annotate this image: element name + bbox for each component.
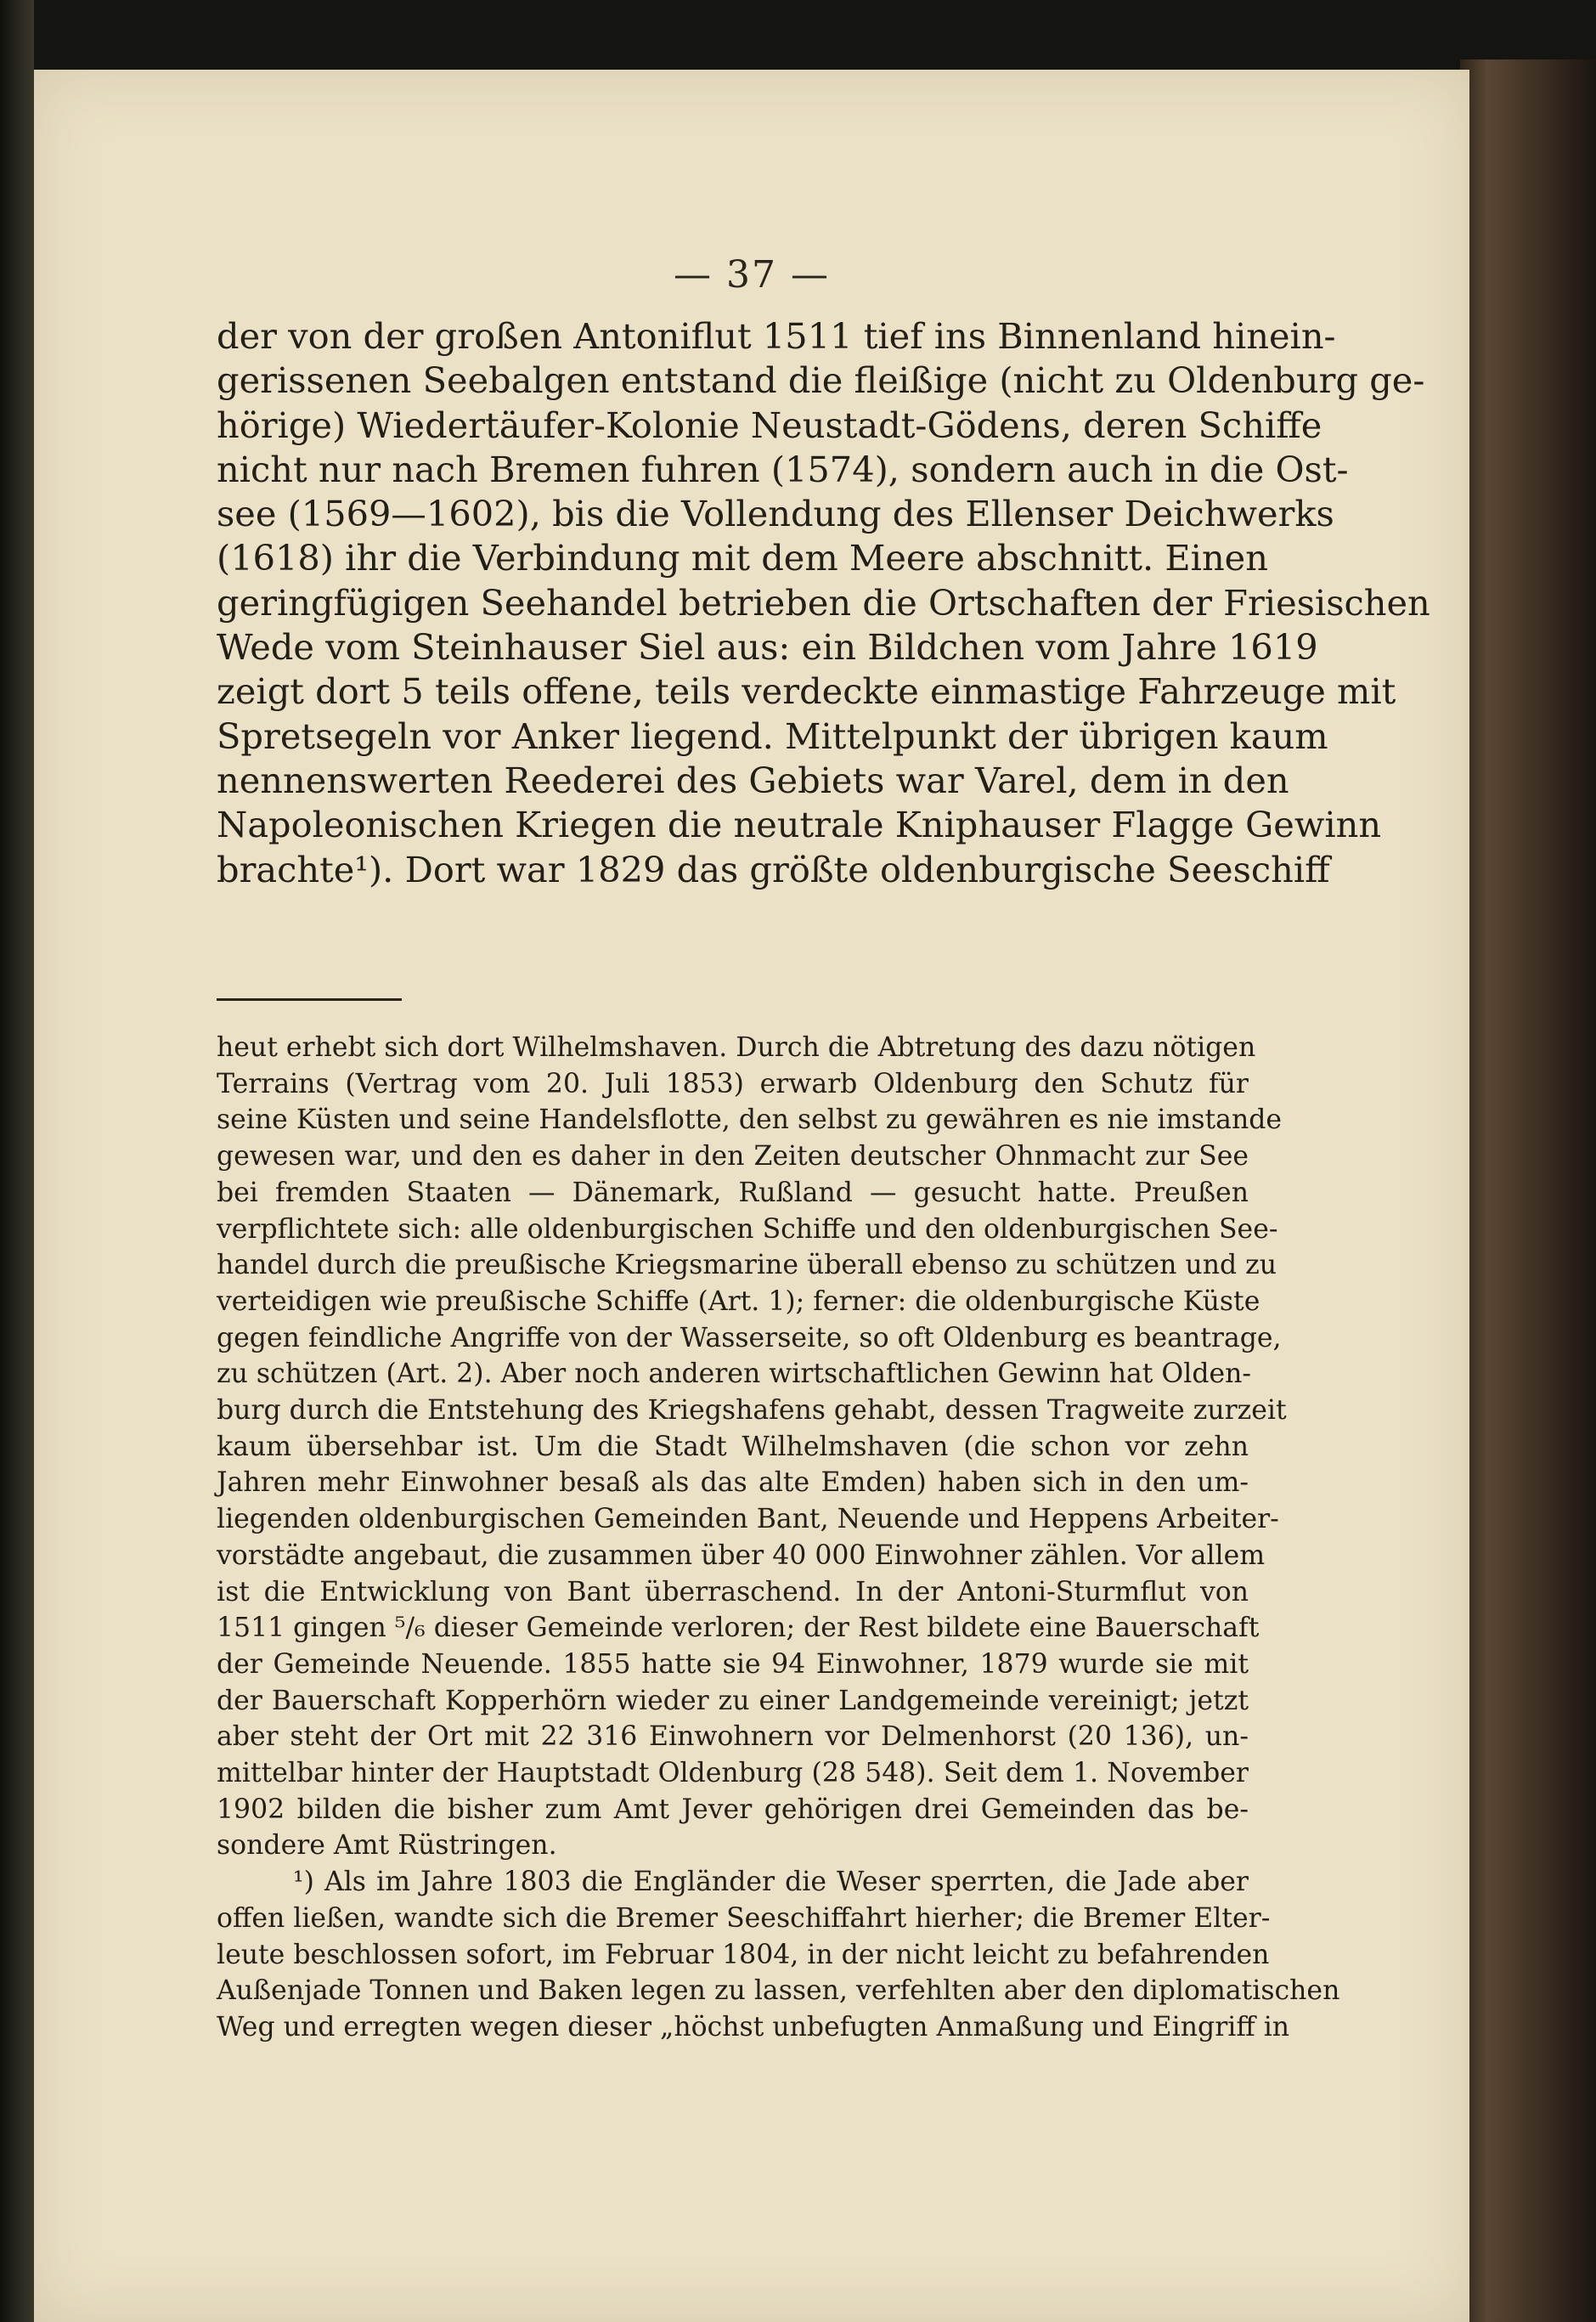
main-text-line: hörige) Wiedertäufer-Kolonie Neustadt-Gödens, deren Schiffe xyxy=(217,404,1322,446)
main-text xyxy=(217,314,1430,892)
footnote-line: der Bauerschaft Kopperhörn wieder zu einer Landgemeinde vereinigt; jetzt xyxy=(217,1685,1249,1716)
footnote-line: ist die Entwicklung von Bant überraschend. In der Antoni-Sturmflut von xyxy=(217,1576,1249,1607)
footnote-line: aber steht der Ort mit 22 316 Einwohnern vor Delmenhorst (20 136), un- xyxy=(217,1721,1249,1753)
footnote-line: zu schützen (Art. 2). Aber noch anderen wirtschaftlichen Gewinn hat Olden- xyxy=(217,1359,1252,1390)
footnote-line: vorstädte angebaut, die zusammen über 40 000 Einwohner zählen. Vor allem xyxy=(217,1540,1266,1571)
footnote-line: verteidigen wie preußische Schiffe (Art. 1); ferner: die oldenburgische Küste xyxy=(217,1285,1260,1317)
footnote-line: mittelbar hinter der Hauptstadt Oldenburg (28 548). Seit dem 1. November xyxy=(217,1758,1249,1789)
main-text-line: gerissenen Seebalgen entstand die fleißige (nicht zu Oldenburg ge- xyxy=(217,359,1425,402)
footnote-line: sondere Amt Rüstringen. xyxy=(217,1830,557,1862)
scan-top-edge xyxy=(34,0,1596,70)
page-number: — 37 — xyxy=(674,253,830,297)
footnote-line: gegen feindliche Angriffe von der Wasserseite, so oft Oldenburg es beantrage, xyxy=(217,1322,1282,1353)
main-text-line: see (1569—1602), bis die Vollendung des Ellenser Deichwerks xyxy=(217,493,1334,535)
footnote-line: gewesen war, und den es daher in den Zeiten deutscher Ohnmacht zur See xyxy=(217,1141,1249,1172)
footnote-line: Terrains (Vertrag vom 20. Juli 1853) erwarb Oldenburg den Schutz für xyxy=(217,1068,1249,1099)
footnote-line: liegenden oldenburgischen Gemeinden Bant, Neuende und Heppens Arbeiter- xyxy=(217,1504,1279,1535)
main-text-line: der von der großen Antoniflut 1511 tief ins Binnenland hinein- xyxy=(217,315,1336,357)
main-text-line: Napoleonischen Kriegen die neutrale Kniphauser Flagge Gewinn xyxy=(217,804,1382,846)
footnote-line: burg durch die Entstehung des Kriegshafens gehabt, dessen Tragweite zurzeit xyxy=(217,1395,1287,1427)
main-text-line: nicht nur nach Bremen fuhren (1574), sondern auch in die Ost- xyxy=(217,448,1349,490)
main-text-line: Spretsegeln vor Anker liegend. Mittelpunkt der übrigen kaum xyxy=(217,715,1328,757)
footnote-line: heut erhebt sich dort Wilhelmshaven. Durch die Abtretung des dazu nötigen xyxy=(217,1032,1256,1063)
book-cover-edge xyxy=(1460,59,1596,2322)
main-text-line: nennenswerten Reederei des Gebiets war Varel, dem in den xyxy=(217,759,1289,801)
footnote-line: leute beschlossen sofort, im Februar 1804, in der nicht leicht zu befahrenden xyxy=(217,1939,1270,1970)
footnote-line: offen ließen, wandte sich die Bremer Seeschiffahrt hierher; die Bremer Elter- xyxy=(217,1902,1271,1934)
scan-gutter xyxy=(0,0,34,2322)
footnote-line: seine Küsten und seine Handelsflotte, den selbst zu gewähren es nie imstande xyxy=(217,1105,1283,1136)
footnote-line: verpflichtete sich: alle oldenburgischen Schiffe und den oldenburgischen See- xyxy=(217,1213,1278,1245)
footnote-line: 1511 gingen ⁵/₆ dieser Gemeinde verloren; der Rest bildete eine Bauerschaft xyxy=(217,1613,1260,1644)
footnote-line: Weg und erregten wegen dieser „höchst unbefugten Anmaßung und Eingriff in xyxy=(217,2011,1290,2042)
footnote-line: bei fremden Staaten — Dänemark, Rußland — gesucht hatte. Preußen xyxy=(217,1177,1249,1208)
footnote-line: Jahren mehr Einwohner besaß als das alte Emden) haben sich in den um- xyxy=(217,1467,1249,1499)
main-text-line: zeigt dort 5 teils offene, teils verdeckte einmastige Fahrzeuge mit xyxy=(217,670,1396,713)
footnote-line: der Gemeinde Neuende. 1855 hatte sie 94 Einwohner, 1879 wurde sie mit xyxy=(217,1648,1249,1680)
footnote-line: kaum übersehbar ist. Um die Stadt Wilhelmshaven (die schon vor zehn xyxy=(217,1431,1249,1462)
main-text-line: geringfügigen Seehandel betrieben die Ortschaften der Friesischen xyxy=(217,581,1430,624)
main-text-line: (1618) ihr die Verbindung mit dem Meere abschnitt. Einen xyxy=(217,537,1268,579)
footnotes xyxy=(217,1030,1340,2046)
main-text-line: brachte¹). Dort war 1829 das größte oldenburgische Seeschiff xyxy=(217,848,1330,890)
footnote-line: Außenjade Tonnen und Baken legen zu lassen, verfehlten aber den diplomatischen xyxy=(217,1975,1340,2007)
footnote-divider xyxy=(217,998,402,1001)
footnote-line: ¹) Als im Jahre 1803 die Engländer die Weser sperrten, die Jade aber xyxy=(293,1867,1249,1898)
main-text-line: Wede vom Steinhauser Siel aus: ein Bildchen vom Jahre 1619 xyxy=(217,626,1318,669)
footnote-line: 1902 bilden die bisher zum Amt Jever gehörigen drei Gemeinden das be- xyxy=(217,1794,1249,1825)
book-page xyxy=(34,70,1469,2322)
footnote-line: handel durch die preußische Kriegsmarine überall ebenso zu schützen und zu xyxy=(217,1250,1277,1281)
